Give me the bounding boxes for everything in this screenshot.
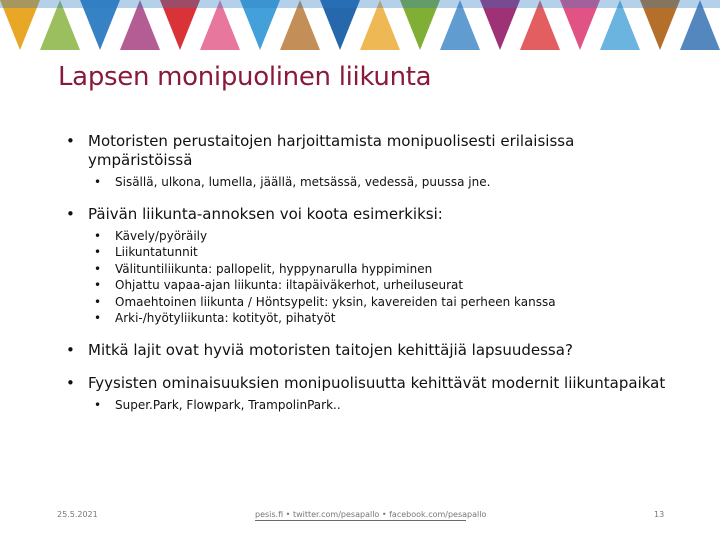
- sub-bullet: • Arki-/hyötyliikunta: kotityöt, pihatyöt: [88, 310, 680, 327]
- footer-date: 25.5.2021: [57, 510, 98, 519]
- bullet-daily-exercise: [60, 205, 680, 327]
- sub-bullet-list: [88, 397, 680, 414]
- sub-bullet: • Ohjattu vapaa-ajan liikunta: iltapäiväkerhot, urheiluseurat: [88, 277, 680, 294]
- bullet-text: Motoristen perustaitojen harjoittamista monipuolisesti erilaisissa ympäristöissä: [88, 132, 575, 169]
- footer-link-underline: [255, 520, 466, 521]
- footer-links[interactable]: pesis.fi • twitter.com/pesapallo • facebook.com/pesapallo: [255, 510, 487, 519]
- sub-bullet: • Kävely/pyöräily: [88, 228, 680, 245]
- sub-bullet-list: [88, 228, 680, 327]
- sub-bullet: • Välituntiliikunta: pallopelit, hyppynarulla hyppiminen: [88, 261, 680, 278]
- banner-stripes: [0, 0, 720, 50]
- slide-content: [60, 132, 680, 413]
- bullet-text: Päivän liikunta-annoksen voi koota esimerkiksi:: [88, 204, 443, 223]
- bullet-motor-skills: [60, 132, 680, 191]
- bullet-text: Fyysisten ominaisuuksien monipuolisuutta kehittävät modernit liikuntapaikat: [88, 373, 666, 392]
- page-number: 13: [654, 510, 665, 519]
- banner-top-band: [0, 0, 720, 8]
- bullet-question: [60, 341, 680, 360]
- sub-bullet: • Omaehtoinen liikunta / Höntsypelit: yksin, kavereiden tai perheen kanssa: [88, 294, 680, 311]
- sub-bullet-list: [88, 174, 680, 191]
- sub-bullet: • Super.Park, Flowpark, TrampolinPark..: [88, 397, 680, 414]
- bullet-modern-venues: [60, 374, 680, 414]
- sub-bullet: • Liikuntatunnit: [88, 244, 680, 261]
- bullet-text: Mitkä lajit ovat hyviä motoristen taitojen kehittäjiä lapsuudessa?: [88, 340, 573, 359]
- sub-bullet: • Sisällä, ulkona, lumella, jäällä, metsässä, vedessä, puussa jne.: [88, 174, 680, 191]
- decorative-color-banner: [0, 0, 720, 50]
- slide-title: Lapsen monipuolinen liikunta: [58, 62, 432, 92]
